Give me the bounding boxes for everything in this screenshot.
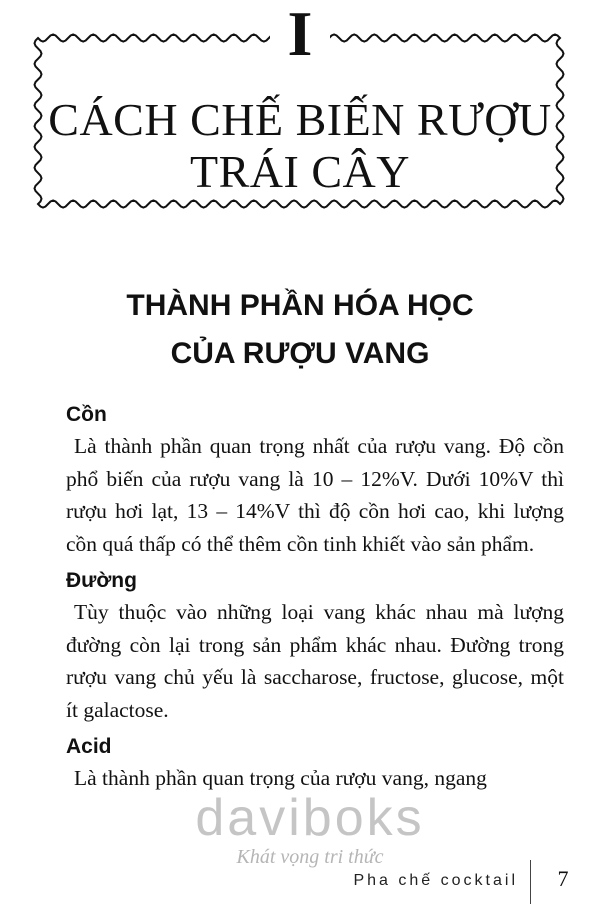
watermark-slogan: Khát vọng tri thức [236, 846, 384, 868]
paragraph: Tùy thuộc vào những loại vang khác nhau mà lượng đường còn lại trong sản phẩm khác nhau. Đường trong rượu vang chủ yếu là saccharose, fructose, glucose, một ít galactose. [66, 600, 564, 722]
subsection-heading: Acid [66, 735, 112, 758]
watermark-brand: daviboks [195, 789, 425, 847]
watermark [130, 790, 490, 869]
chapter-title-line-1: CÁCH CHẾ BIẾN RƯỢU [48, 94, 552, 145]
subsection-sugar [66, 566, 564, 726]
subsection-heading: Đường [66, 569, 137, 592]
chapter-title [40, 94, 560, 198]
subsection-acid [66, 732, 564, 795]
paragraph: Là thành phần quan trọng của rượu vang, ngang [74, 766, 487, 790]
section-title-line-1: THÀNH PHẦN HÓA HỌC [126, 289, 474, 322]
section-title-line-2: CỦA RƯỢU VANG [170, 337, 430, 370]
chapter-number: I [270, 2, 330, 66]
paragraph: Là thành phần quan trọng nhất của rượu vang. Độ cồn phổ biến của rượu vang là 10 – 12%V. Dưới 10%V thì rượu hơi lạt, 13 – 14%V thì độ cồn hơi cao, khi lượng cồn quá thấp có thể thêm cồn tinh khiết vào sản phẩm. [66, 434, 564, 556]
subsection-heading: Cồn [66, 403, 107, 426]
page-number: 7 [557, 866, 569, 891]
footer-divider [530, 860, 531, 904]
section-title [40, 282, 560, 378]
subsection-alcohol [66, 400, 564, 560]
footer-book-title: Pha chế cocktail [353, 872, 518, 889]
chapter-title-line-2: TRÁI CÂY [190, 146, 410, 197]
body-content [66, 400, 564, 801]
